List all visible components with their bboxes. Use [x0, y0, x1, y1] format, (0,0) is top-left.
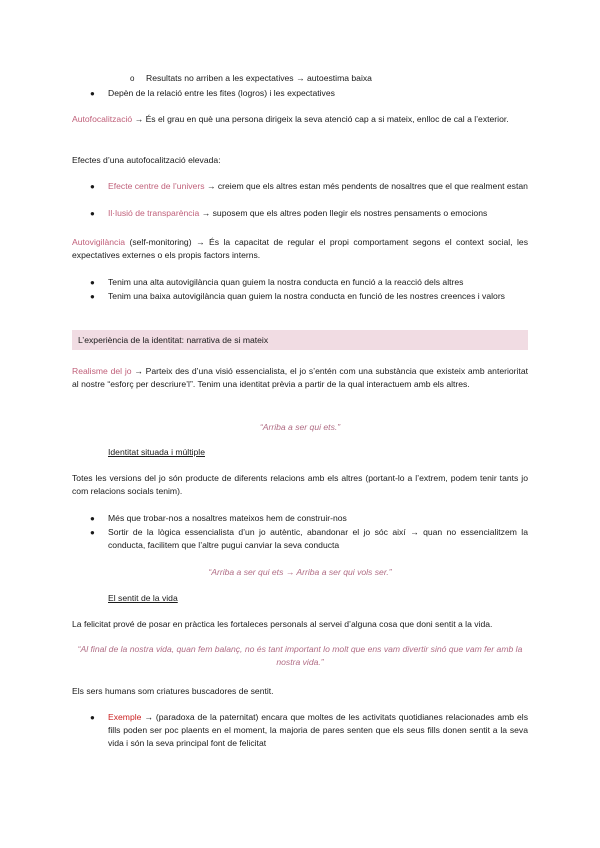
term-realisme: Realisme del jo [72, 366, 132, 376]
section-heading-band [72, 330, 528, 350]
term-autofocalitzacio: Autofocalització [72, 114, 133, 124]
vigilance-item: Tenim una alta autovigilància quan guiem la nostra conducta en funció a la reacció dels altres [108, 277, 464, 287]
quote: “Al final de la nostra vida, quan fem balanç, no és tant important lo molt que ens vam divertir sinó que vam fer amb la nostra vida.” [77, 644, 523, 667]
sub-bullet-text: Resultats no arriben a les expectatives → autoestima baixa [146, 73, 372, 83]
identitat-item: Sortir de la lògica essencialista d’un jo autèntic, abandonar el jo sóc així → quan no essencialitzem la conducta, facilitem que l’altre pugui canviar la seva conducta [108, 527, 528, 550]
term-illusio-transparencia: Il·lusió de transparència [108, 208, 200, 218]
effect-item [108, 207, 528, 220]
autovigilancia-definition: (self-monitoring) → És la capacitat de regular el propi comportament segons el context social, les expectatives externes o els propis factors interns. [72, 237, 528, 260]
identitat-item: Més que trobar-nos a nosaltres mateixos hem de construir-nos [108, 513, 347, 523]
felicitat-paragraph: La felicitat prové de posar en pràctica les fortaleces personals al servei d’alguna cosa que doni sentit a la vida. [72, 619, 493, 629]
realisme-paragraph [72, 365, 528, 391]
bullet-dot: ● [90, 182, 95, 191]
realisme-definition: → Parteix des d’una visió essencialista, el jo s’entén com una substància que existeix amb anterioritat al nostre “esforç per descriure’l”. Tenim una identitat prèvia a partir de la qual interactuem amb els altres. [72, 366, 528, 389]
bullet-dot: ● [90, 209, 95, 218]
sub-bullet-circle: o [130, 74, 135, 83]
effect-item [108, 180, 528, 193]
effects-intro: Efectes d’una autofocalització elevada: [72, 155, 221, 165]
exemple-text: → (paradoxa de la paternitat) encara que moltes de les activitats quotidianes relacionades amb els fills poden ser poc plaents en el moment, la majoria de pares senten que els seus fills donen sentit a la seva vida i són la seva principal font de felicitat [108, 712, 528, 748]
sers-paragraph: Els sers humans som criatures buscadores de sentit. [72, 686, 274, 696]
subheading-identitat: Identitat situada i múltiple [108, 447, 205, 457]
bullet-dot: ● [90, 528, 95, 537]
bullet-dot: ● [90, 292, 95, 301]
quote: “Arriba a ser qui ets.” [259, 422, 341, 432]
term-autovigilancia: Autovigilància [72, 237, 126, 247]
section-heading: L’experiència de la identitat: narrativa de si mateix [78, 335, 269, 345]
subheading-sentit: El sentit de la vida [108, 593, 178, 603]
effect-text: → creiem que els altres estan més pendents de nosaltres que el que realment estan [204, 181, 528, 191]
autovigilancia-paragraph [72, 236, 528, 262]
autofocalitzacio-paragraph [72, 113, 528, 126]
autofocalitzacio-definition: → És el grau en què una persona dirigeix la seva atenció cap a si mateix, enlloc de cal a l’exterior. [132, 114, 509, 124]
bullet-dot: ● [90, 278, 95, 287]
bullet-dot: ● [90, 713, 95, 722]
bullet-dot: ● [90, 89, 95, 98]
term-efecte-centre: Efecte centre de l’univers [108, 181, 205, 191]
identitat-paragraph: Totes les versions del jo són producte de diferents relacions amb els altres (portant-lo a l’extrem, podem tenir tants jo com relacions socials tenim). [72, 473, 528, 496]
effect-text: → suposem que els altres poden llegir els nostres pensaments o emocions [199, 208, 488, 218]
term-exemple: Exemple [108, 712, 142, 722]
bullet-text: Depèn de la relació entre les fites (logros) i les expectatives [108, 88, 335, 98]
vigilance-item: Tenim una baixa autovigilància quan guiem la nostra conducta en funció de les nostres creences i valors [108, 291, 505, 301]
bullet-dot: ● [90, 514, 95, 523]
exemple-item [108, 711, 528, 750]
quote: “Arriba a ser qui ets → Arriba a ser qui vols ser.” [208, 567, 392, 577]
